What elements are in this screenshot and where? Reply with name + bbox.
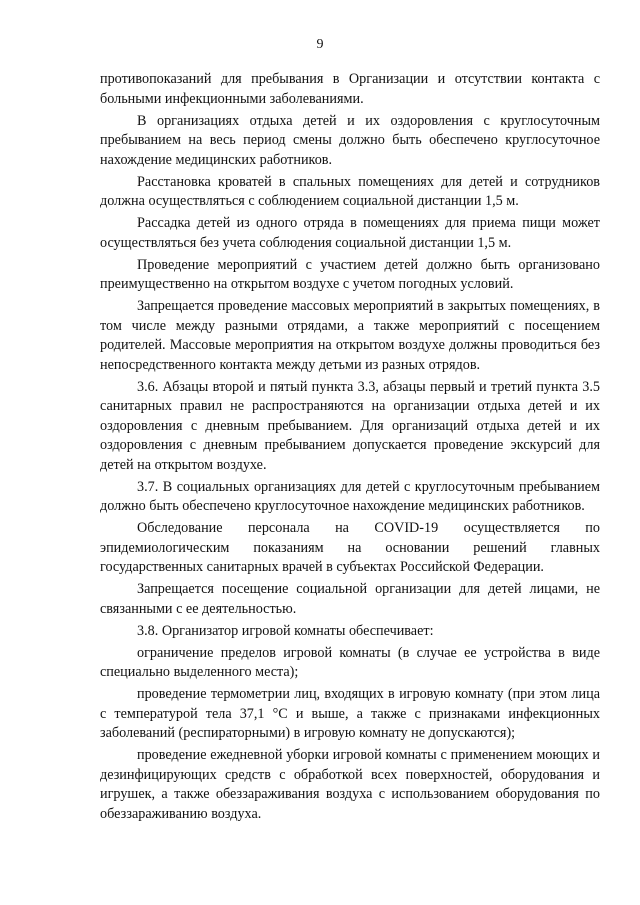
paragraph-mass-events-ban: Запрещается проведение массовых мероприятий в закрытых помещениях, в том числе между разными отрядами, а также мероприятий с посещением родителей. Массовые мероприятия на открытом воздухе должны проводиться без непосредственного контакта между детьми из разных отрядов. (100, 298, 600, 373)
paragraph-daily-cleaning: проведение ежедневной уборки игровой комнаты с применением моющих и дезинфицирующих средств с обработкой всех поверхностей, оборудования и игрушек, а также обеззараживания воздуха с использованием оборудования по обеззараживанию воздуха. (100, 747, 600, 822)
paragraph-covid-testing: Обследование персонала на COVID-19 осуществляется по эпидемиологическим показаниям на основании решений главных государственных санитарных врачей в субъектах Российской Федерации. (100, 520, 600, 575)
paragraph-clause-3-7: 3.7. В социальных организациях для детей с круглосуточным пребыванием должно быть обеспечено круглосуточное нахождение медицинских работников. (100, 478, 600, 514)
paragraph-thermometry: проведение термометрии лиц, входящих в игровую комнату (при этом лица с температурой тела 37,1 °С и выше, а также с признаками инфекционных заболеваний (респираторными) в игровую комнату не допускаются); (100, 686, 600, 741)
paragraph-clause-3-6: 3.6. Абзацы второй и пятый пункта 3.3, абзацы первый и третий пункта 3.5 санитарных правил не распространяются на организации отдыха детей и их оздоровления с дневным пребыванием. Для организаций отдыха детей и их оздоровления с дневным пребыванием допускается проведение экскурсий для детей на открытом воздухе. (100, 378, 600, 473)
paragraph-outdoor-events: Проведение мероприятий с участием детей должно быть организовано преимущественно на открытом воздухе с учетом погодных условий. (100, 256, 600, 292)
paragraph-medical-staff: В организациях отдыха детей и их оздоровления с круглосуточным пребыванием на весь период смены должно быть обеспечено круглосуточное нахождение медицинских работников. (100, 112, 600, 168)
paragraph-visit-ban: Запрещается посещение социальной организации для детей лицами, не связанными с ее деятельностью. (100, 581, 600, 617)
paragraph-beds-distance: Расстановка кроватей в спальных помещениях для детей и сотрудников должна осуществляться с соблюдением социальной дистанции 1,5 м. (100, 173, 600, 209)
paragraph-clause-3-8: 3.8. Организатор игровой комнаты обеспечивает: (137, 622, 434, 639)
paragraph-continuation: противопоказаний для пребывания в Организации и отсутствии контакта с больными инфекционными заболеваниями. (100, 71, 600, 107)
page-number: 9 (316, 37, 324, 52)
document-body (100, 70, 600, 827)
paragraph-playroom-limits: ограничение пределов игровой комнаты (в случае ее устройства в виде специально выделенного места); (100, 644, 600, 680)
paragraph-dining-seating: Рассадка детей из одного отряда в помещениях для приема пищи может осуществляться без учета соблюдения социальной дистанции 1,5 м. (100, 215, 600, 251)
